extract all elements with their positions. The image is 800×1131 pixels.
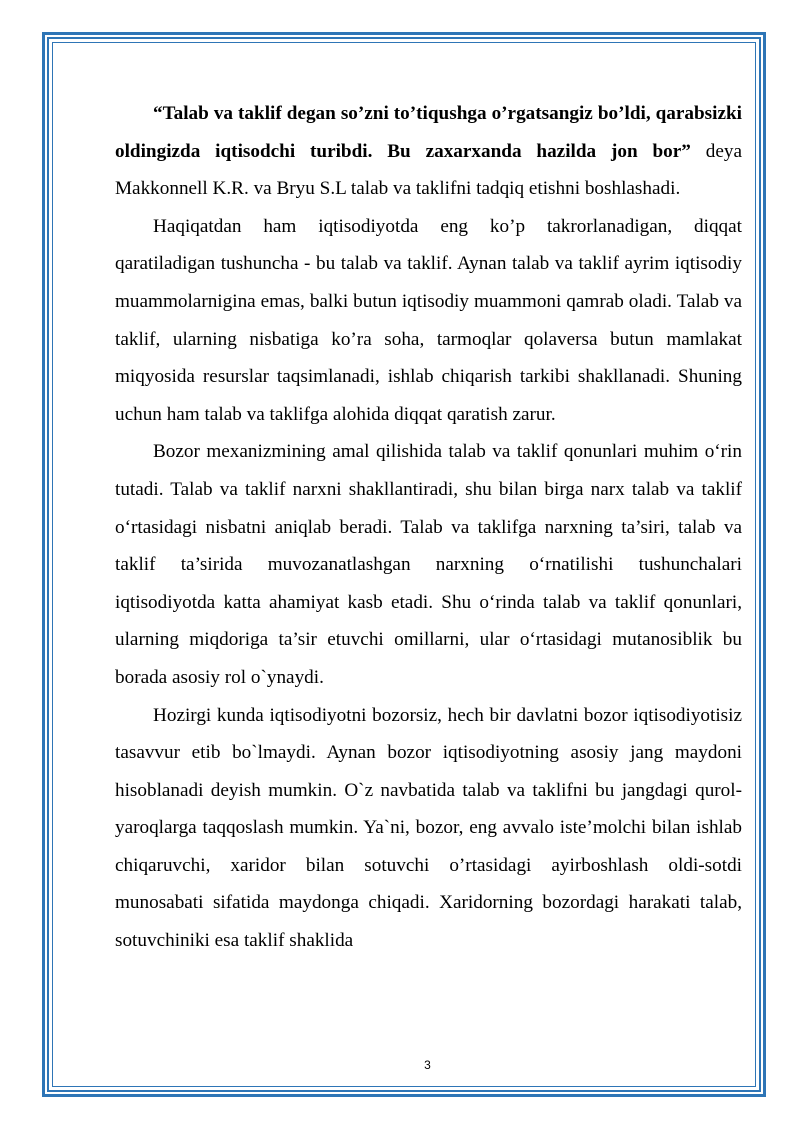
paragraph-4: Hozirgi kunda iqtisodiyotni bozorsiz, hech bir davlatni bozor iqtisodiyotisiz tasavvur etib bo`lmaydi. Aynan bozor iqtisodiyotning asosiy jang maydoni hisoblanadi deyish mumkin. O`z navbatida talab va taklifni bu jangdagi qurol-yaroqlarga taqqoslash mumkin. Ya`ni, bozor, eng avvalo iste’molchi bilan ishlab chiqaruvchi, xaridor bilan sotuvchi o’rtasidagi ayirboshlash oldi-sotdi munosabati sifatida maydonga chiqadi. Xaridorning bozordagi harakati talab, sotuvchiniki esa taklif shaklida	[115, 704, 742, 952]
page-body	[115, 95, 742, 960]
paragraph-2: Haqiqatdan ham iqtisodiyotda eng ko’p takrorlanadigan, diqqat qaratiladigan tushuncha - bu talab va taklif. Aynan talab va taklif ayrim iqtisodiy muammolarnigina emas, balki butun iqtisodiy muammoni qamrab oladi. Talab va taklif, ularning nisbatiga ko’ra soha, tarmoqlar qolaversa butun mamlakat miqyosida resurslar taqsimlanadi, ishlab chiqarish tarkibi shakllanadi. Shuning uchun ham talab va taklifga alohida diqqat qaratish zarur.	[115, 215, 742, 425]
page-number: 3	[424, 1058, 431, 1072]
paragraph-3: Bozor mexanizmining amal qilishida talab va taklif qonunlari muhim oʻrin tutadi. Talab va taklif narxni shakllantiradi, shu bilan birga narx talab va taklif oʻrtasidagi nisbatni aniqlab beradi. Talab va taklifga narxning ta’siri, talab va taklif ta’sirida muvozanatlashgan narxning oʻrnatilishi tushunchalari iqtisodiyotda katta ahamiyat kasb etadi. Shu oʻrinda talab va taklif qonunlari, ularning miqdoriga ta’sir etuvchi omillarni, ular oʻrtasidagi mutanosiblik bu borada asosiy rol o`ynaydi.	[115, 441, 742, 688]
paragraph-1-rest: deya Makkonnell K.R. va Bryu S.L talab va taklifni tadqiq etishni boshlashadi.	[115, 140, 742, 200]
bold-quote: “Talab va taklif degan so’zni to’tiqushga o’rgatsangiz bo’ldi, qarabsizki oldingizda iqtisodchi turibdi. Bu zaxarxanda hazilda jon bor”	[115, 103, 742, 162]
paragraph-1	[115, 95, 742, 208]
